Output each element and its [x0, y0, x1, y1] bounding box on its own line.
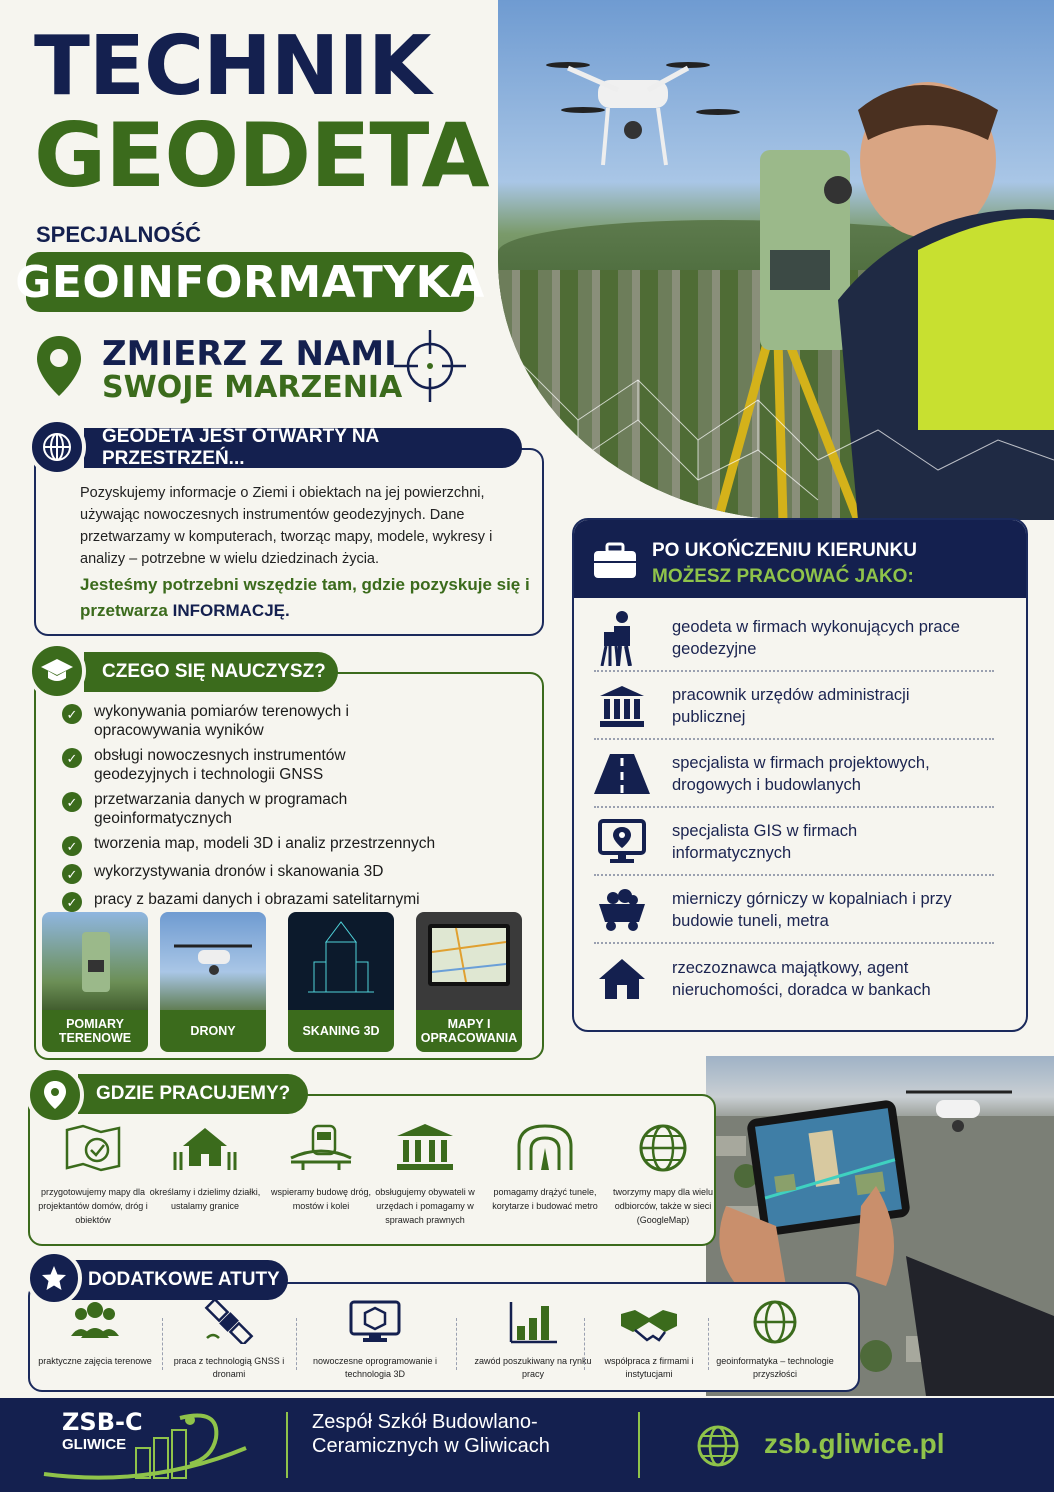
tile-mapy: MAPY I OPRACOWANIA	[416, 912, 522, 1052]
satellite-icon	[199, 1300, 259, 1344]
open-heading: GEODETA JEST OTWARTY NA PRZESTRZEŃ...	[84, 428, 522, 468]
where-item: obsługujemy obywateli w urzędach i pomagamy w sprawach prawnych	[366, 1122, 484, 1227]
list-item: ✓ przetwarzania danych w programach geoinformatycznych	[62, 790, 532, 828]
school-name: Zespół Szkół Budowlano-Ceramicznych w Gliwicach	[312, 1411, 550, 1457]
title-technik: TECHNIK	[34, 19, 431, 114]
check-icon: ✓	[62, 748, 82, 768]
logo-line2: GLIWICE	[62, 1436, 127, 1453]
job-item: pracownik urzędów administracji publicznej	[594, 674, 994, 740]
tile-drony: DRONY	[160, 912, 266, 1052]
list-item: ✓ obsługi nowoczesnych instrumentów geodezyjnych i technologii GNSS	[62, 746, 532, 784]
jobs-heading-line1: PO UKOŃCZENIU KIERUNKU	[652, 540, 917, 561]
check-icon: ✓	[62, 704, 82, 724]
globe-icon	[631, 1122, 695, 1174]
extra-item: praca z technologią GNSS i dronami	[166, 1300, 292, 1381]
title-geodeta: GEODETA	[34, 104, 489, 207]
house-icon	[594, 951, 650, 1007]
open-highlight: Jesteśmy potrzebni wszędzie tam, gdzie pozyskuje się i przetwarza INFORMACJĘ.	[80, 575, 530, 620]
jobs-section	[572, 518, 1028, 1032]
check-icon: ✓	[62, 892, 82, 912]
extra-item: praktyczne zajęcia terenowe	[32, 1300, 158, 1368]
where-item: wspieramy budowę dróg, mostów i kolei	[262, 1122, 380, 1213]
extra-item: geoinformatyka – technologie przyszłości	[712, 1300, 838, 1381]
handshake-icon	[619, 1300, 679, 1344]
where-item: tworzymy mapy dla wielu odbiorców, także w sieci (GoogleMap)	[604, 1122, 722, 1227]
map-check-icon	[61, 1122, 125, 1174]
check-icon: ✓	[62, 836, 82, 856]
extra-item: współpraca z firmami i instytucjami	[586, 1300, 712, 1381]
list-item: ✓ tworzenia map, modeli 3D i analiz przestrzennych	[62, 834, 532, 856]
monitor-cube-icon	[345, 1300, 405, 1344]
crosshair-icon	[390, 326, 470, 406]
graduation-cap-icon	[28, 642, 86, 700]
courthouse-icon	[393, 1122, 457, 1174]
learn-list	[62, 702, 532, 918]
globe-icon	[28, 418, 86, 476]
list-item: ✓ wykonywania pomiarów terenowych i opracowywania wyników	[62, 702, 532, 740]
tile-skaning: SKANING 3D	[288, 912, 394, 1052]
motto-line2: SWOJE MARZENIA	[102, 370, 403, 405]
where-item: przygotowujemy mapy dla projektantów domów, dróg i obiektów	[34, 1122, 152, 1227]
bridge-train-icon	[289, 1122, 353, 1174]
location-pin-icon	[34, 334, 84, 398]
monitor-pin-icon	[594, 814, 650, 870]
surveyor-icon	[594, 610, 650, 666]
bar-chart-icon	[503, 1300, 563, 1344]
extra-item: nowoczesne oprogramowanie i technologia 3D	[312, 1300, 438, 1381]
star-icon	[26, 1250, 82, 1306]
house-fence-icon	[173, 1122, 237, 1174]
jobs-heading-line2: MOŻESZ PRACOWAĆ JAKO:	[652, 566, 914, 587]
where-item: określamy i dzielimy działki, ustalamy granice	[146, 1122, 264, 1213]
building-icon	[594, 678, 650, 734]
website-link[interactable]: zsb.gliwice.pl	[764, 1428, 945, 1459]
tunnel-icon	[513, 1122, 577, 1174]
group-icon	[65, 1300, 125, 1344]
list-item: ✓ pracy z bazami danych i obrazami satelitarnymi	[62, 890, 532, 912]
where-item: pomagamy drążyć tunele, korytarze i budować metro	[486, 1122, 604, 1213]
extras-heading: DODATKOWE ATUTY	[70, 1260, 288, 1300]
check-icon: ✓	[62, 792, 82, 812]
mine-cart-icon	[594, 882, 650, 938]
open-description: Pozyskujemy informacje o Ziemi i obiektach na jej powierzchni, używając nowoczesnych instrumentów geodezyjnych. Dane przetwarzamy w komputerach, tworząc mapy, modele, wykresy i analizy – potrzebne w wielu dziedzinach życia.	[80, 485, 493, 567]
learn-heading: CZEGO SIĘ NAUCZYSZ?	[84, 652, 338, 692]
globe-icon	[696, 1424, 740, 1468]
road-icon	[594, 746, 650, 802]
logo-line1: ZSB-C	[62, 1408, 143, 1436]
list-item: ✓ wykorzystywania dronów i skanowania 3D	[62, 862, 532, 884]
tile-pomiary: POMIARY TERENOWE	[42, 912, 148, 1052]
specialty-badge: GEOINFORMATYKA	[26, 252, 474, 312]
location-pin-icon	[26, 1066, 84, 1124]
extra-item: zawód poszukiwany na rynku pracy	[470, 1300, 596, 1381]
job-item: rzeczoznawca majątkowy, agent nieruchomości, doradca w bankach	[594, 946, 994, 1012]
briefcase-icon	[592, 542, 638, 580]
where-heading: GDZIE PRACUJEMY?	[78, 1074, 308, 1114]
motto-line1: ZMIERZ Z NAMI	[102, 334, 397, 374]
globe-icon	[745, 1300, 805, 1344]
surveyor-drone-illustration	[498, 0, 1054, 520]
job-item: mierniczy górniczy w kopalniach i przy budowie tuneli, metra	[594, 878, 994, 944]
specialty-label: SPECJALNOŚĆ	[36, 222, 202, 247]
check-icon: ✓	[62, 864, 82, 884]
job-item: specjalista GIS w firmach informatycznych	[594, 810, 994, 876]
job-item: specjalista w firmach projektowych, drogowych i budowlanych	[594, 742, 994, 808]
hero-photo	[498, 0, 1054, 520]
job-item: geodeta w firmach wykonujących prace geodezyjne	[594, 606, 994, 672]
